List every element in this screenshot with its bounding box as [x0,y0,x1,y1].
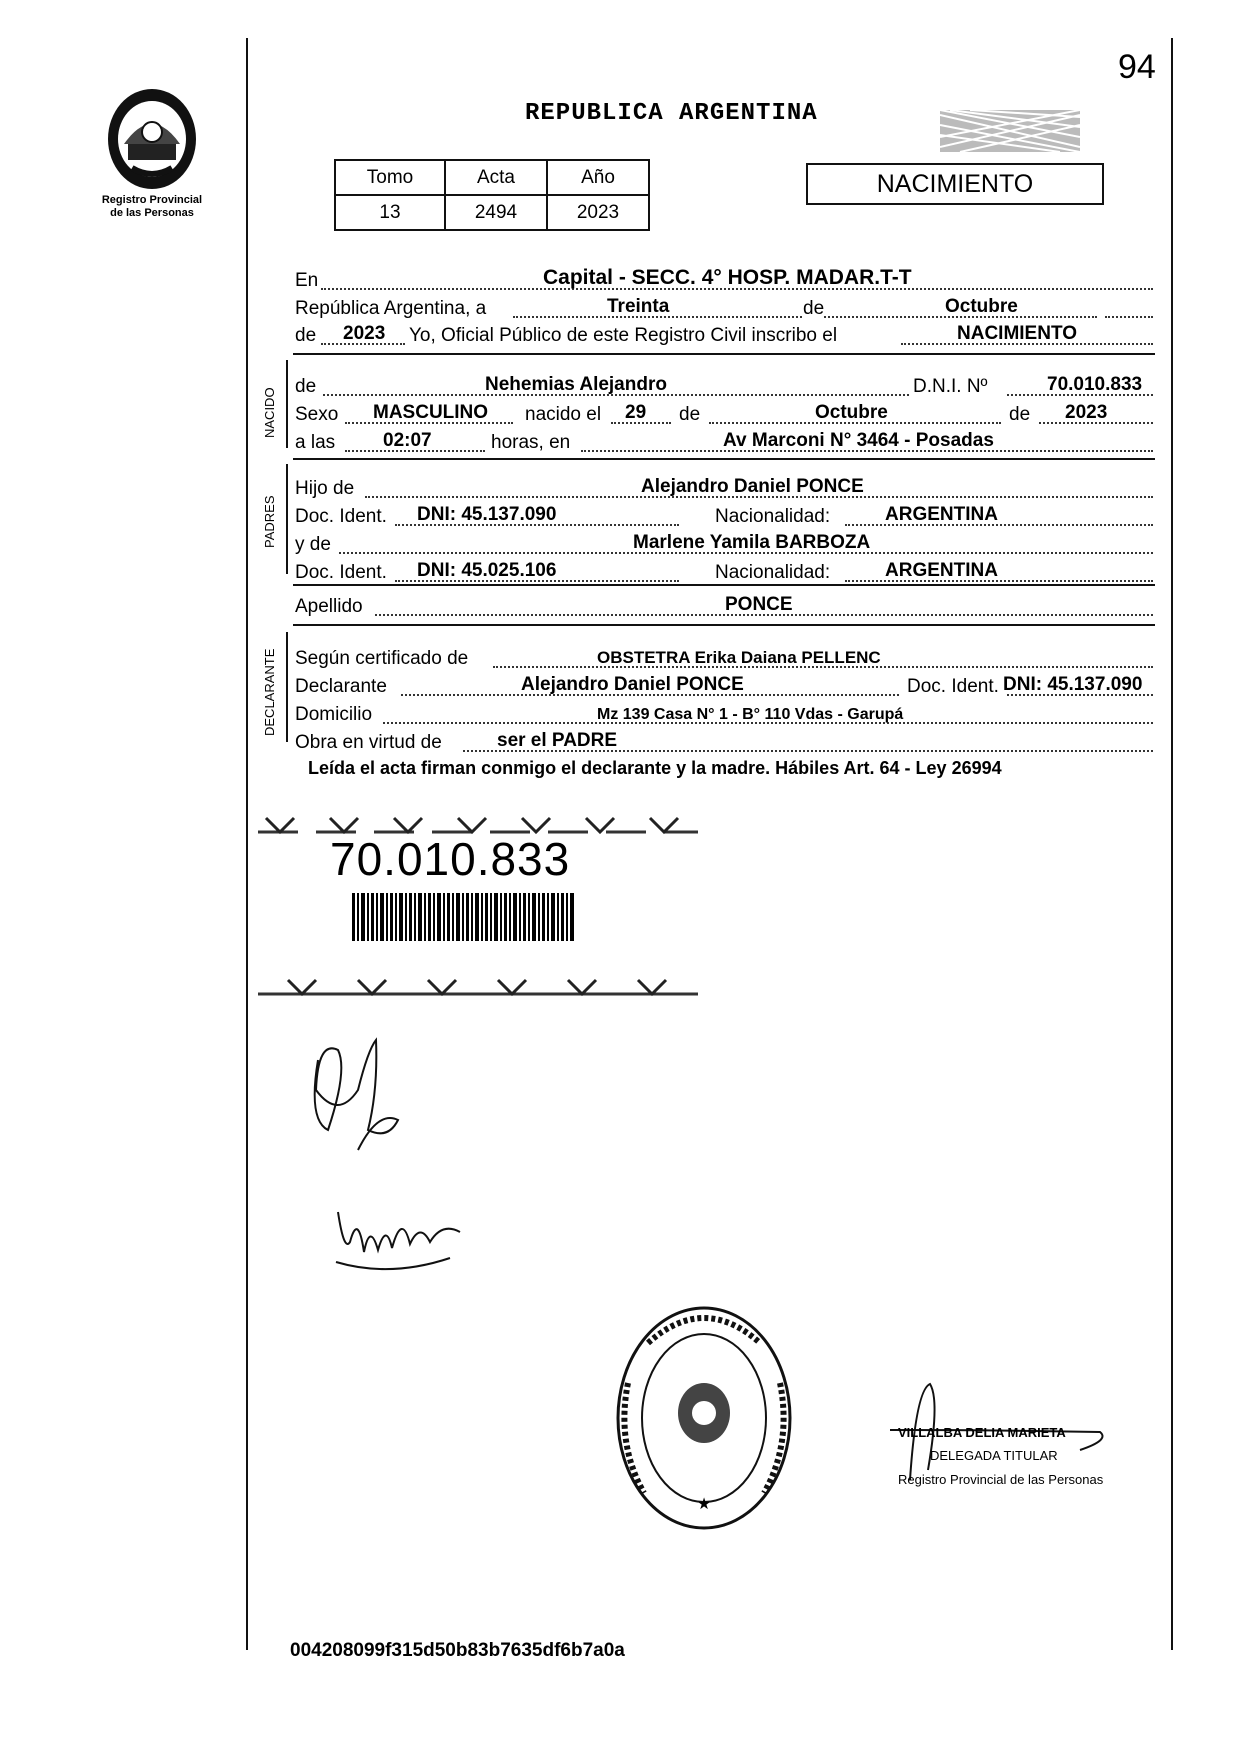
section-divider [293,458,1155,460]
official-stamp-icon [614,1303,794,1533]
doc-ident-label: Doc. Ident. [295,506,387,527]
declarant-doc-value: DNI: 45.137.090 [1003,674,1143,695]
hijo-de-label: Hijo de [295,478,355,499]
registry-logo [82,84,222,234]
birth-day-value: 29 [625,402,647,423]
row-date [295,298,1155,322]
logo-caption-line2: de las Personas [110,207,194,219]
father-name-value: Alejandro Daniel PONCE [641,476,864,497]
padres-section-label: PADRES [262,495,277,548]
signing-notice: Leída el acta firman conmigo el declarante y la madre. Hábiles Art. 64 - Ley 26994 [308,758,1002,778]
en-label: En [295,270,319,291]
inscribo-value: NACIMIENTO [957,323,1077,344]
declarant-signature [298,1030,418,1160]
nacionalidad-label: Nacionalidad: [715,506,831,527]
section-divider [293,624,1155,626]
de-label: de [295,325,317,346]
row-mother-doc [295,562,1155,586]
padres-bracket [286,464,288,574]
mother-signature [330,1192,470,1274]
registry-table [334,159,650,231]
row-capacity [295,732,1155,756]
row-time-place [295,432,1155,456]
horas-label: horas, en [491,432,571,453]
nacido-el-label: nacido el [525,404,602,425]
republica-label: República Argentina, a [295,298,487,319]
father-nationality-value: ARGENTINA [885,504,998,525]
logo-caption-line1: Registro Provincial [101,194,203,206]
inscribo-text: Yo, Oficial Público de este Registro Civil inscribo el [409,325,838,346]
section-divider [293,584,1155,586]
de-label: de [295,376,317,397]
row-child-name [295,376,1155,400]
doc-ident-label: Doc. Ident. [295,562,387,583]
mother-name-value: Marlene Yamila BARBOZA [633,532,871,553]
a-las-label: a las [295,432,336,453]
id-sticker-number: 70.010.833 [330,833,571,885]
nacionalidad-label: Nacionalidad: [715,562,831,583]
row-father [295,478,1155,502]
day-word-value: Treinta [607,296,670,317]
doc-ident-label: Doc. Ident. [907,676,999,697]
act-type-box: NACIMIENTO [806,163,1104,205]
row-sex-birthdate [295,404,1155,428]
address-value: Mz 139 Casa N° 1 - B° 110 Vdas - Garupá [597,706,904,723]
country-title: REPUBLICA ARGENTINA [525,100,818,127]
nacido-bracket [286,360,288,448]
birth-month-value: Octubre [815,402,888,423]
apellido-label: Apellido [295,596,363,617]
security-strip-bottom [258,972,698,1000]
official-name: VILLALBA DELIA MARIETA [898,1425,1066,1440]
acta-header: Acta [445,160,547,195]
row-mother [295,534,1155,558]
row-surname [295,596,1155,620]
security-pattern-icon [940,110,1080,152]
certificate-value: OBSTETRA Erika Daiana PELLENC [597,648,881,667]
row-declarant [295,676,1155,700]
declarante-bracket [286,632,288,742]
acta-value: 2494 [445,195,547,230]
anio-header: Año [547,160,649,195]
birth-year-value: 2023 [1065,402,1108,423]
barcode-icon [352,893,574,941]
birth-time-value: 02:07 [383,430,432,451]
registry-table-header [335,160,649,195]
birth-place-value: Av Marconi N° 3464 - Posadas [723,430,994,451]
capacity-value: ser el PADRE [497,730,618,751]
mother-nationality-value: ARGENTINA [885,560,998,581]
nacido-section-label: NACIDO [262,387,277,438]
month-word-value: Octubre [945,296,1018,317]
declarante-section-label: DECLARANTE [262,648,277,736]
official-role: DELEGADA TITULAR [930,1448,1058,1463]
declarant-name-value: Alejandro Daniel PONCE [521,674,744,695]
document-hash: 004208099f315d50b83b7635df6b7a0a [290,1640,625,1661]
row-address [295,704,1155,728]
y-de-label: y de [295,534,331,555]
place-value: Capital - SECC. 4° HOSP. MADAR.T-T [543,266,912,289]
obra-label: Obra en virtud de [295,732,442,753]
declarante-label: Declarante [295,676,387,697]
de-label: de [803,298,825,319]
row-place [295,266,1155,294]
sexo-value: MASCULINO [373,402,489,423]
tomo-value: 13 [335,195,445,230]
row-father-doc [295,506,1155,530]
year-value: 2023 [343,323,386,344]
dotted-line [1105,316,1153,318]
domicilio-label: Domicilio [295,704,373,725]
de-label: de [1009,404,1031,425]
tomo-header: Tomo [335,160,445,195]
mother-doc-value: DNI: 45.025.106 [417,560,557,581]
row-inscription [295,325,1155,349]
dni-label: D.N.I. Nº [913,376,988,397]
sexo-label: Sexo [295,404,339,425]
row-certificate [295,648,1155,672]
anio-value: 2023 [547,195,649,230]
child-name-value: Nehemias Alejandro [485,374,667,395]
svg-text:★: ★ [696,1494,712,1513]
certificado-label: Según certificado de [295,648,469,669]
page-number: 94 [1118,48,1156,86]
official-office: Registro Provincial de las Personas [898,1472,1104,1487]
section-divider [293,353,1155,355]
left-margin-line [246,38,248,1650]
child-dni-value: 70.010.833 [1047,374,1143,395]
father-doc-value: DNI: 45.137.090 [417,504,557,525]
right-margin-line [1171,38,1173,1650]
registry-table-values [335,195,649,230]
de-label: de [679,404,701,425]
apellido-value: PONCE [725,594,793,615]
provincial-emblem-icon [102,84,202,194]
